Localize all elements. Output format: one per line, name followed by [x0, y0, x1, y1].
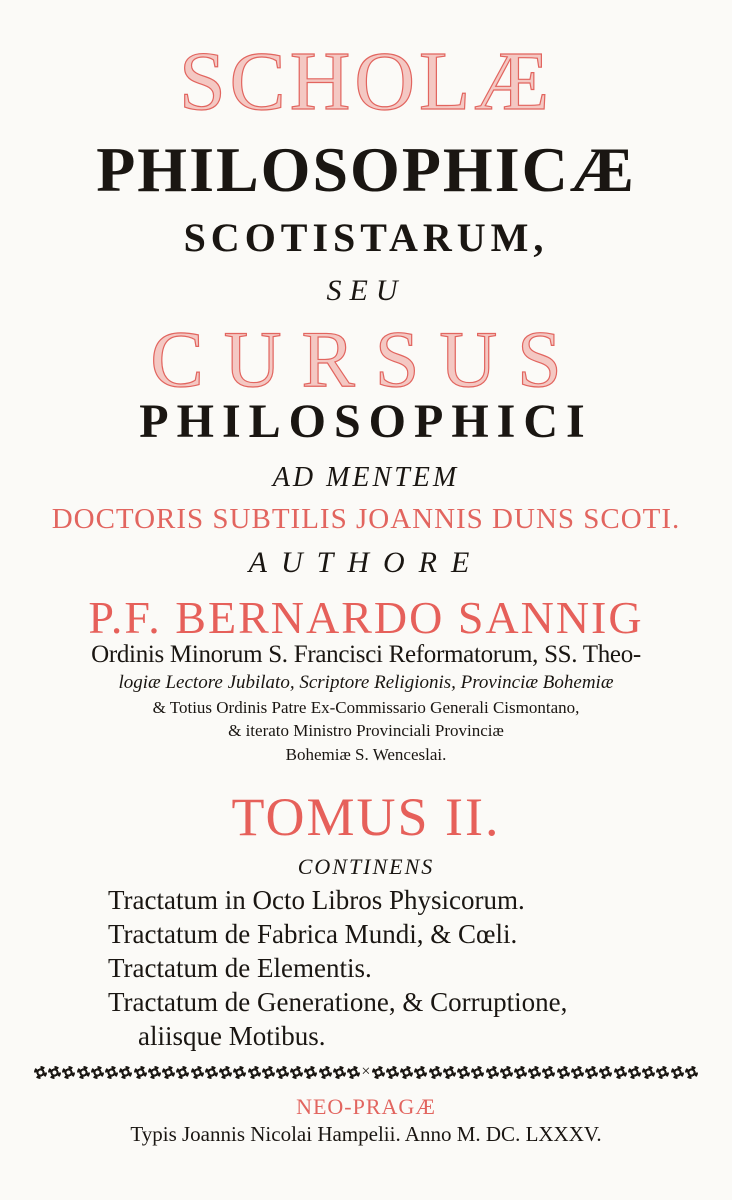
title-line-seu: SEU: [326, 274, 406, 307]
author-bio-line-2: logiæ Lectore Jubilato, Scriptore Religionis, Provinciæ Bohemiæ: [118, 672, 614, 693]
tomus-heading: TOMUS II.: [231, 787, 501, 847]
contents-item-4: Tractatum de Generatione, & Corruptione,: [108, 987, 568, 1017]
author-bio-line-1: Ordinis Minorum S. Francisci Reformatorum, SS. Theo-: [91, 641, 641, 668]
imprint-place: NEO-PRAGÆ: [296, 1094, 436, 1119]
author-bio-line-4: & iterato Ministro Provinciali Provinciæ: [228, 721, 504, 740]
ornament-x-icon: ×: [361, 1063, 371, 1080]
title-line-authore: AUTHORE: [248, 546, 484, 579]
contents-item-5: aliisque Motibus.: [138, 1021, 326, 1051]
title-line-philosophici: PHILOSOPHICI: [139, 395, 593, 448]
title-line-philosophicae: PHILOSOPHICÆ: [96, 134, 636, 205]
imprint-line: Typis Joannis Nicolai Hampelii. Anno M. DC. LXXXV.: [130, 1122, 602, 1146]
author-bio-line-5: Bohemiæ S. Wenceslai.: [285, 745, 447, 764]
author-name: P.F. BERNARDO SANNIG: [88, 592, 644, 643]
title-line-scotistarum: SCOTISTARUM,: [183, 215, 549, 260]
contents-item-3: Tractatum de Elementis.: [108, 953, 372, 983]
contents-item-2: Tractatum de Fabrica Mundi, & Cœli.: [108, 919, 518, 949]
title-line-scholae: SCHOLÆ: [178, 35, 554, 128]
title-line-ad-mentem: AD MENTEM: [272, 462, 460, 493]
title-line-doctoris: DOCTORIS SUBTILIS JOANNIS DUNS SCOTI.: [51, 503, 681, 535]
contents-item-1: Tractatum in Octo Libros Physicorum.: [108, 885, 525, 915]
continens-label: CONTINENS: [297, 854, 435, 879]
title-line-cursus: CURSUS: [150, 316, 582, 404]
decorative-ornament-rule: [34, 1062, 698, 1082]
author-bio-line-3: & Totius Ordinis Patre Ex-Commissario Generali Cismontano,: [152, 698, 580, 717]
